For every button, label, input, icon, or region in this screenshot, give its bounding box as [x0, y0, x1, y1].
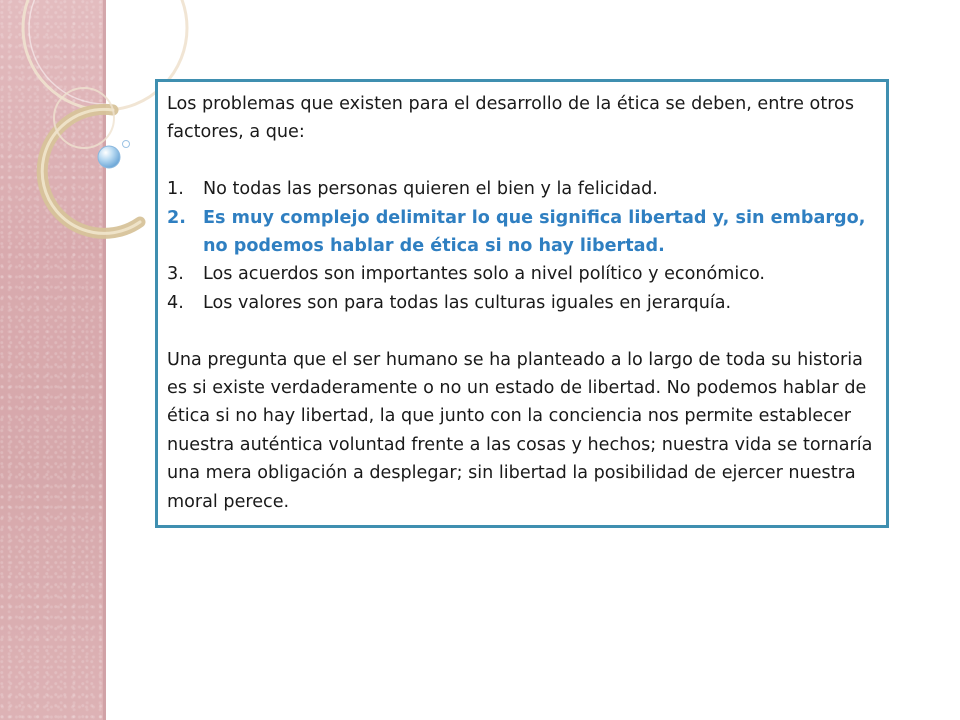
side-band-edge — [103, 0, 106, 720]
option-item-1 — [167, 175, 876, 203]
options-list — [167, 175, 876, 317]
spacer — [167, 317, 876, 345]
option-number: 4. — [167, 292, 184, 313]
decorative-side-band — [0, 0, 106, 720]
spacer — [167, 147, 876, 175]
option-number: 2. — [167, 207, 186, 228]
intro-paragraph: Los problemas que existen para el desarrollo de la ética se deben, entre otros factores, a que: — [167, 94, 854, 143]
option-number: 1. — [167, 179, 184, 200]
explanation-paragraph: Una pregunta que el ser humano se ha planteado a lo largo de toda su historia es si existe verdaderamente o no un estado de libertad. No podemos hablar de ética si no hay libertad, la que junto con la conciencia nos permite establecer nuestra auténtica voluntad frente a las cosas y hechos; nuestra vida se tornaría una mera obligación a desplegar; sin libertad la posibilidad de ejercer nuestra moral perece. — [167, 349, 873, 512]
content-text-box — [155, 79, 889, 528]
option-text: Es muy complejo delimitar lo que significa libertad y, sin embargo, no podemos hablar de ética si no hay libertad. — [203, 207, 866, 257]
option-item-3 — [167, 260, 876, 288]
option-text: Los acuerdos son importantes solo a nivel político y económico. — [203, 264, 765, 285]
option-text: Los valores son para todas las culturas iguales en jerarquía. — [203, 292, 732, 313]
option-item-2-correct — [167, 204, 876, 261]
option-number: 3. — [167, 264, 184, 285]
tiny-bubble-icon — [123, 141, 130, 148]
option-text: No todas las personas quieren el bien y la felicidad. — [203, 179, 658, 200]
option-item-4 — [167, 289, 876, 317]
